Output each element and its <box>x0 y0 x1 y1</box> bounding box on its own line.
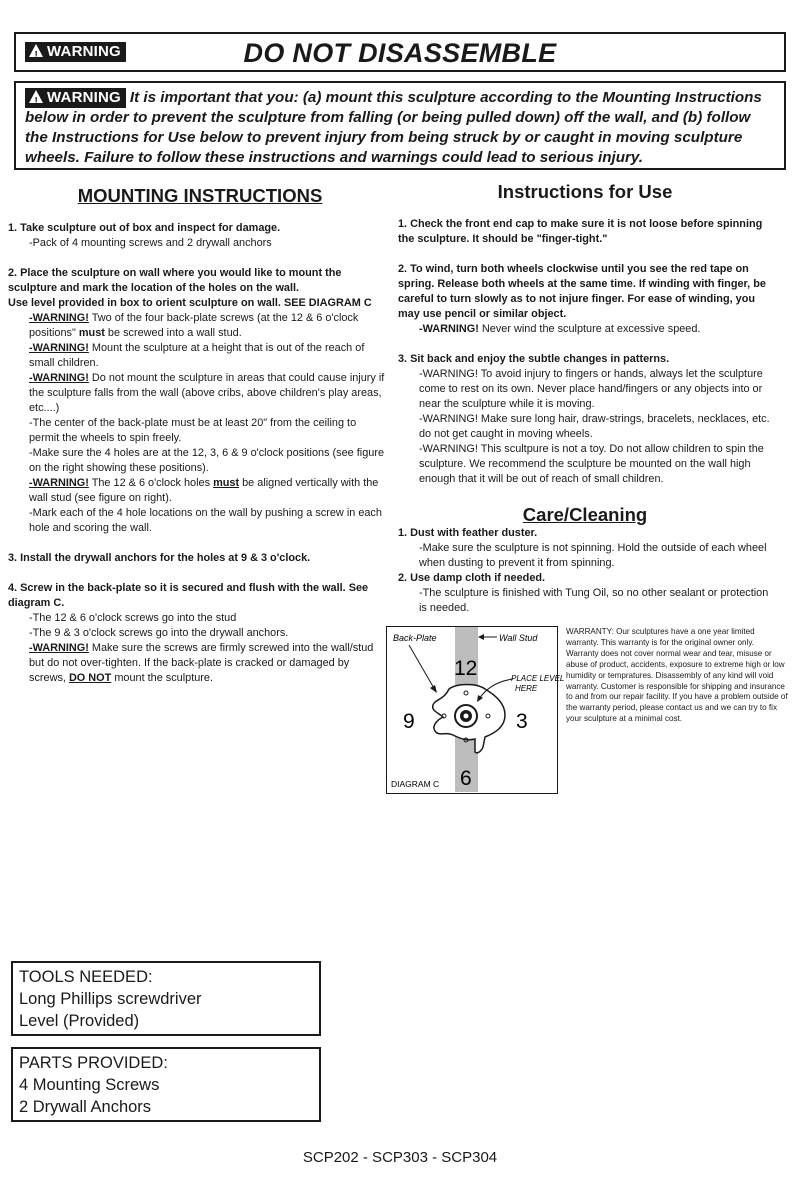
mount-note-holes: -Make sure the 4 holes are at the 12, 3, 6 & 9 o'clock positions (see figure on the right showing these positions). <box>29 447 385 474</box>
diagram-c-drawing <box>387 627 565 792</box>
arrow-icon <box>478 634 484 640</box>
wall-stud-label: Wall Stud <box>499 633 538 643</box>
parts-item: 4 Mounting Screws <box>19 1076 160 1094</box>
use-step-3: 3. Sit back and enjoy the subtle changes in patterns. <box>398 353 670 365</box>
use-step-3-c: -WARNING! This scultpure is not a toy. Do not allow children to spin the sculpture. We recommend the sculpture be mounted on the wall high enough that it will be out of reach of small children. <box>419 443 764 485</box>
use-step-2: 2. To wind, turn both wheels clockwise until you see the red tape on spring. Release both wheels at the same time. If winding with finger, be careful to turn slowly as to not injure finger. For ease of winding, you may use pencil or similar object. <box>398 263 766 320</box>
tools-needed-box <box>11 961 321 1036</box>
clock-6: 6 <box>460 767 472 790</box>
mount-warning-2: -WARNING! Mount the sculpture at a height that is out of the reach of small children. <box>29 342 365 369</box>
mount-note-center: -The center of the back-plate must be at least 20" from the ceiling to permit the wheels to spin freely. <box>29 417 357 444</box>
use-title: Instructions for Use <box>497 181 673 202</box>
warning-paragraph <box>25 88 776 168</box>
tools-item: Level (Provided) <box>19 1012 140 1030</box>
back-plate-label: Back-Plate <box>393 633 437 643</box>
care-title: Care/Cleaning <box>522 504 648 525</box>
tools-title: TOOLS NEEDED: <box>19 968 153 986</box>
diagram-caption: DIAGRAM C <box>391 779 440 789</box>
mount-warning-5: -WARNING! Make sure the screws are firmly screwed into the wall/stud but do not over-tighten. If the back-plate is cracked or damaged by screws, DO NOT mount the sculpture. <box>29 642 374 684</box>
care-instructions <box>398 526 778 616</box>
clock-9: 9 <box>403 710 415 733</box>
warning-text: It is important that you: (a) mount this sculpture according to the Mounting Instructions below in order to prevent the sculpture from falling (or being pulled down) off the wall, and (b) follow the Instructions for Use below to prevent injury from being struck by or caught in moving sculpture wheels. Failure to follow these instructions and warnings could lead to serious injury. <box>25 89 762 166</box>
mount-step-1-note: -Pack of 4 mounting screws and 2 drywall anchors <box>29 237 272 249</box>
care-step-2: 2. Use damp cloth if needed. <box>398 572 546 584</box>
warning-badge <box>25 88 126 108</box>
mount-step-2: 2. Place the sculpture on wall where you would like to mount the sculpture and mark the location of the holes on the wall. <box>8 267 342 294</box>
mount-step-4-a: -The 12 & 6 o'clock screws go into the stud <box>29 612 237 624</box>
parts-title: PARTS PROVIDED: <box>19 1054 168 1072</box>
model-numbers: SCP202 - SCP303 - SCP304 <box>302 1149 498 1166</box>
mounting-title: MOUNTING INSTRUCTIONS <box>77 185 323 206</box>
place-level-label: PLACE LEVEL <box>511 674 565 683</box>
parts-provided-box <box>11 1047 321 1122</box>
warning-triangle-icon: ! <box>29 90 43 103</box>
use-step-2-warning: -WARNING! Never wind the sculpture at excessive speed. <box>419 323 701 335</box>
care-step-1-note: -Make sure the sculpture is not spinning. Hold the outside of each wheel when dusting to prevent it from spinning. <box>419 542 767 569</box>
mount-warning-3: -WARNING! Do not mount the sculpture in areas that could cause injury if the sculpture falls from the wall (above cribs, above children's play areas, etc....) <box>29 372 385 414</box>
warning-badge-label: WARNING <box>47 89 121 106</box>
mount-step-4: 4. Screw in the back-plate so it is secured and flush with the wall. See diagram C. <box>8 582 369 609</box>
clock-3: 3 <box>516 710 528 733</box>
title-box <box>14 32 786 72</box>
warning-box <box>14 81 786 170</box>
mount-step-1: 1. Take sculpture out of box and inspect for damage. <box>8 222 281 234</box>
warning-triangle-icon: ! <box>29 44 43 57</box>
care-step-2-note: -The sculpture is finished with Tung Oil, so no other sealant or protection is needed. <box>419 587 769 614</box>
use-step-3-b: -WARNING! Make sure long hair, draw-strings, bracelets, necklaces, etc. do not get caught in moving wheels. <box>419 413 770 440</box>
arrow-icon <box>430 685 437 693</box>
parts-item: 2 Drywall Anchors <box>19 1098 152 1116</box>
use-instructions <box>398 217 778 487</box>
warranty-text: WARRANTY: Our sculptures have a one year limited warranty. This warranty is for the original owner only. Warranty does not cover normal wear and tear, misuse or abuse of product, accidents, exposure to extreme high or low humidity or tempratures. Disassembly of any kind will void warranty. Customer is responsible for shipping and insurance to and from our repair facility. If you have a problem outside of the warranty period, please contact us and we can try to fix your sculpture at a minimal cost. <box>566 627 788 724</box>
mounting-instructions <box>8 221 388 686</box>
mount-note-mark: -Mark each of the 4 hole locations on the wall by pushing a screw in each hole and scoring the wall. <box>29 507 382 534</box>
tools-item: Long Phillips screwdriver <box>19 990 202 1008</box>
back-plate-pointer <box>409 645 435 690</box>
use-step-3-a: -WARNING! To avoid injury to fingers or hands, always let the sculpture come to rest on its own. Never place hand/fingers or any objects into or near the sculpture while it is moving. <box>419 368 763 410</box>
mount-warning-1: -WARNING! Two of the four back-plate screws (at the 12 & 6 o'clock positions" must be screwed into a wall stud. <box>29 312 359 339</box>
warning-badge-label: WARNING <box>47 43 121 60</box>
use-step-1: 1. Check the front end cap to make sure it is not loose before spinning the sculpture. It should be "finger-tight." <box>398 218 763 245</box>
care-step-1: 1. Dust with feather duster. <box>398 527 538 539</box>
diagram-c <box>386 626 565 794</box>
mount-step-4-b: -The 9 & 3 o'clock screws go into the drywall anchors. <box>29 627 289 639</box>
page-title: DO NOT DISASSEMBLE <box>243 38 557 68</box>
mount-step-2-level: Use level provided in box to orient sculpture on wall. SEE DIAGRAM C <box>8 297 372 309</box>
clock-12: 12 <box>454 657 478 680</box>
center-hub-dot <box>464 714 469 719</box>
mount-warning-4: -WARNING! The 12 & 6 o'clock holes must be aligned vertically with the wall stud (see figure on right). <box>29 477 379 504</box>
place-level-label-2: HERE <box>515 684 538 693</box>
mount-step-3: 3. Install the drywall anchors for the holes at 9 & 3 o'clock. <box>8 552 311 564</box>
